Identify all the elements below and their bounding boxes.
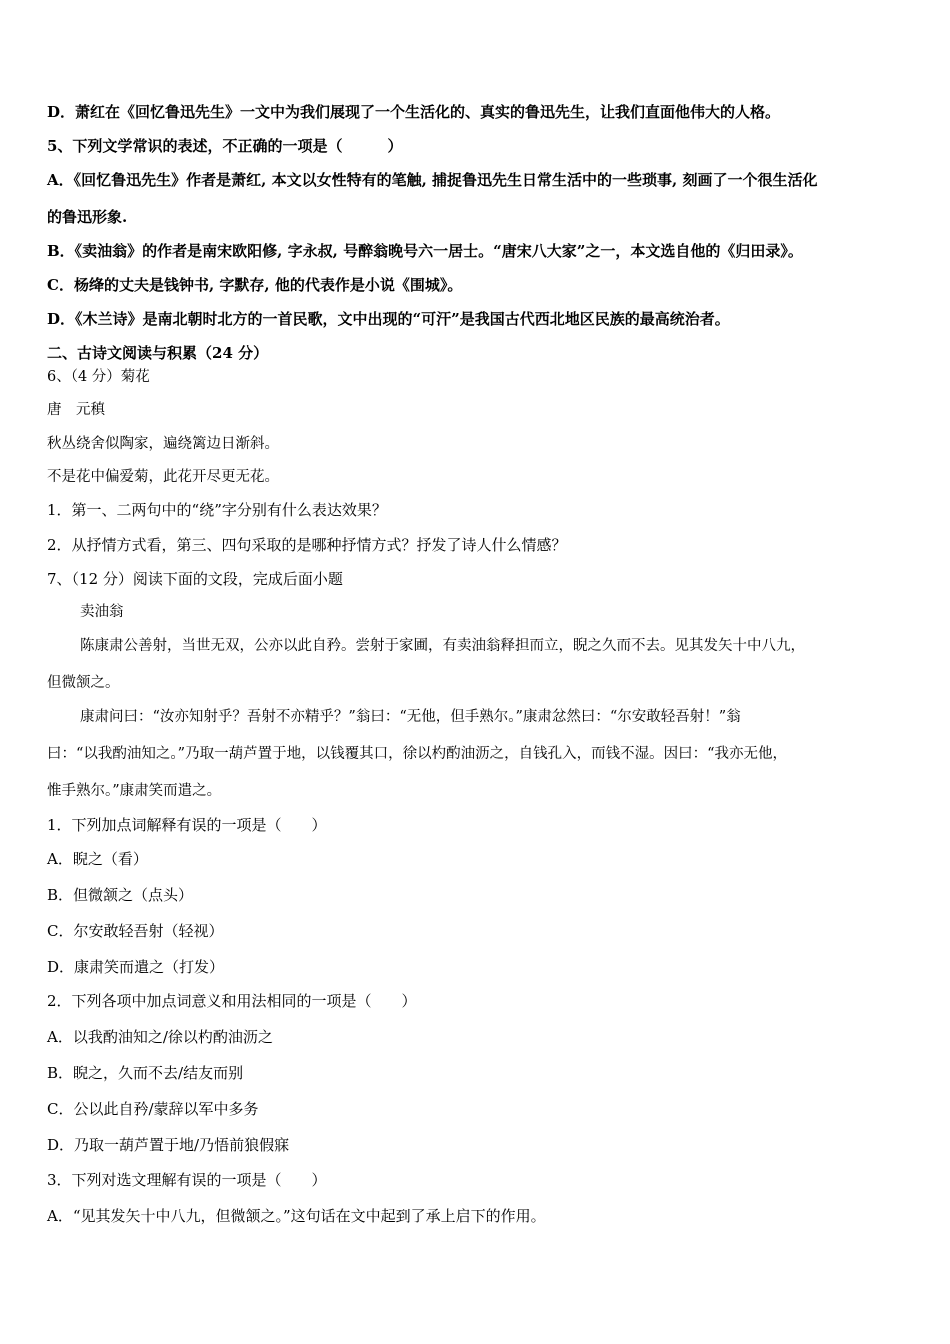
q7-subquestion-3: 3．下列对选文理解有误的一项是（ ） — [47, 1171, 327, 1189]
q6-subquestion-2: 2．从抒情方式看，第三、四句采取的是哪种抒情方式？抒发了诗人什么情感？ — [47, 536, 567, 554]
q7-1-option-b: B．但微颔之（点头） — [47, 886, 194, 904]
q7-2-option-d: D．乃取一葫芦置于地/乃悟前狼假寐 — [47, 1136, 290, 1154]
q7-3-option-a: A．“见其发矢十中八九，但微颔之。”这句话在文中起到了承上启下的作用。 — [47, 1207, 546, 1225]
section-heading: 二、古诗文阅读与积累（24 分） — [47, 344, 269, 362]
poem-author: 唐 元稹 — [47, 402, 105, 418]
q4-option-d: D．萧红在《回忆鲁迅先生》一文中为我们展现了一个生活化的、真实的鲁迅先生，让我们直面他伟大的人格。 — [47, 103, 781, 121]
q5-stem: 5、下列文学常识的表述，不正确的一项是（ ） — [47, 137, 403, 155]
q5-option-d: D．《木兰诗》是南北朝时北方的一首民歌，文中出现的“可汗”是我国古代西北地区民族的最高统治者。 — [47, 310, 730, 328]
poem-line: 秋丛绕舍似陶家，遍绕篱边日渐斜。 — [47, 436, 279, 452]
q7-2-option-c: C．公以此自矜/蒙辞以军中多务 — [47, 1100, 259, 1118]
q7-1-option-d: D．康肃笑而遣之（打发） — [47, 958, 225, 976]
passage-paragraph-1: 陈康肃公善射，当世无双，公亦以此自矜。尝射于家圃，有卖油翁释担而立，睨之久而不去。见其发矢十中八九， — [80, 638, 805, 654]
q7-subquestion-1: 1．下列加点词解释有误的一项是（ ） — [47, 816, 327, 834]
passage-paragraph-2: 康肃问曰：“汝亦知射乎？吾射不亦精乎？”翁曰：“无他，但手熟尔。”康肃忿然曰：“尔安敢轻吾射！”翁 — [80, 709, 741, 725]
q7-1-option-c: C．尔安敢轻吾射（轻视） — [47, 922, 224, 940]
passage-paragraph-1-cont: 但微颔之。 — [47, 675, 120, 691]
q6-subquestion-1: 1．第一、二两句中的“绕”字分别有什么表达效果？ — [47, 501, 387, 519]
q6-stem: 6、（4 分）菊花 — [47, 369, 150, 385]
passage-paragraph-2-cont: 惟手熟尔。”康肃笑而遣之。 — [47, 783, 222, 799]
q5-option-c: C．杨绛的丈夫是钱钟书, 字默存, 他的代表作是小说《围城》。 — [47, 276, 463, 294]
q5-option-b: B．《卖油翁》的作者是南宋欧阳修, 字永叔, 号醉翁晚号六一居士。“唐宋八大家”之一，本文选自他的《归田录》。 — [47, 242, 803, 260]
q5-option-a-cont: 的鲁迅形象. — [47, 208, 128, 226]
q7-2-option-b: B．睨之，久而不去/结友而别 — [47, 1064, 244, 1082]
q7-stem: 7、（12 分）阅读下面的文段，完成后面小题 — [47, 570, 343, 588]
poem-line: 不是花中偏爱菊，此花开尽更无花。 — [47, 469, 279, 485]
q7-1-option-a: A．睨之（看） — [47, 850, 148, 868]
passage-paragraph-2-cont: 曰：“以我酌油知之。”乃取一葫芦置于地，以钱覆其口，徐以杓酌油沥之，自钱孔入，而钱不湿。因曰：“我亦无他， — [47, 746, 787, 762]
q5-option-a: A．《回忆鲁迅先生》作者是萧红, 本文以女性特有的笔触, 捕捉鲁迅先生日常生活中的一些琐事, 刻画了一个很生活化 — [47, 171, 818, 189]
passage-title: 卖油翁 — [80, 604, 124, 620]
q7-subquestion-2: 2．下列各项中加点词意义和用法相同的一项是（ ） — [47, 992, 417, 1010]
q7-2-option-a: A．以我酌油知之/徐以杓酌油沥之 — [47, 1028, 273, 1046]
